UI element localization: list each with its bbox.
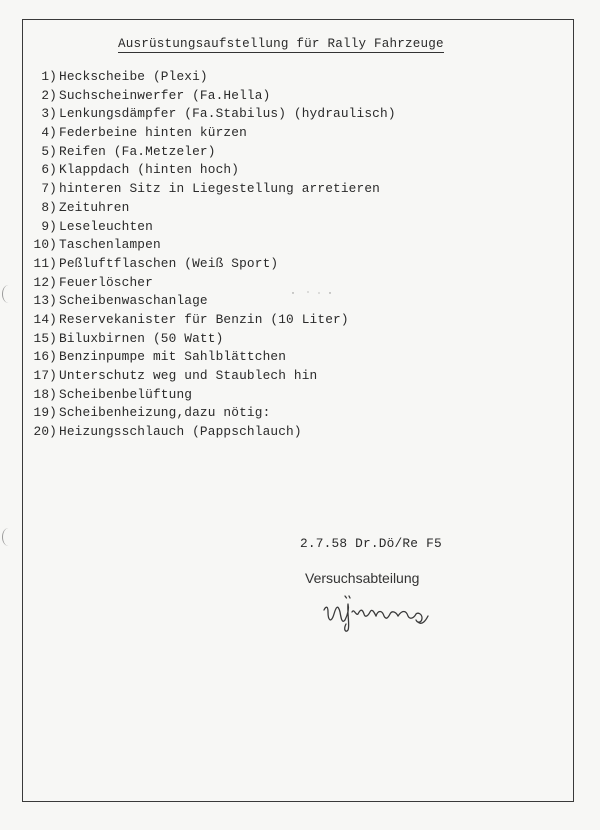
- list-item: [28, 143, 396, 162]
- item-text: Peßluftflaschen (Weiß Sport): [59, 255, 279, 271]
- document-title: Ausrüstungsaufstellung für Rally Fahrzeuge: [118, 37, 444, 51]
- list-item: [28, 255, 396, 274]
- item-number: 10): [33, 237, 57, 253]
- item-text: Reservekanister für Benzin (10 Liter): [59, 311, 349, 327]
- item-number: 18): [33, 386, 57, 402]
- department-stamp: Versuchsabteilung: [305, 570, 420, 586]
- list-item: [28, 124, 396, 143]
- item-text: Heckscheibe (Plexi): [59, 69, 208, 84]
- item-text: Klappdach (hinten hoch): [59, 162, 240, 178]
- equipment-list: [28, 68, 396, 442]
- item-number: 17): [33, 368, 57, 383]
- list-item: [28, 292, 396, 311]
- item-number: 12): [33, 274, 57, 290]
- list-item: [28, 386, 396, 405]
- item-number: 5): [41, 143, 57, 159]
- item-number: 11): [33, 255, 57, 271]
- list-item: [28, 180, 396, 199]
- list-item: [28, 423, 396, 442]
- list-item: [28, 105, 396, 124]
- punch-hole-mark: [2, 528, 15, 546]
- item-text: Federbeine hinten kürzen: [59, 125, 247, 141]
- item-text: Heizungsschlauch (Pappschlauch): [59, 424, 302, 440]
- list-item: [28, 367, 396, 386]
- item-text: Feuerlöscher: [59, 274, 153, 290]
- item-text: Scheibenwaschanlage: [59, 293, 208, 309]
- item-text: Unterschutz weg und Staublech hin: [59, 368, 318, 383]
- list-item: [28, 68, 396, 87]
- item-text: hinteren Sitz in Liegestellung arretieren: [59, 181, 381, 197]
- item-number: 16): [33, 349, 57, 365]
- item-number: 8): [41, 199, 57, 215]
- item-text: Scheibenheizung,dazu nötig:: [59, 405, 271, 421]
- item-text: Reifen (Fa.Metzeler): [59, 143, 216, 159]
- list-item: [28, 236, 396, 255]
- item-number: 20): [33, 424, 57, 440]
- list-item: [28, 274, 396, 293]
- item-number: 2): [41, 87, 57, 103]
- item-number: 3): [41, 106, 57, 122]
- item-number: 1): [41, 69, 57, 84]
- list-item: [28, 218, 396, 237]
- list-item: [28, 330, 396, 349]
- handwritten-signature: [318, 590, 436, 634]
- item-text: Leseleuchten: [59, 218, 153, 234]
- item-number: 4): [41, 125, 57, 141]
- item-number: 6): [41, 162, 57, 178]
- item-text: Biluxbirnen (50 Watt): [59, 330, 224, 346]
- list-item: [28, 161, 396, 180]
- reference-line: 2.7.58 Dr.Dö/Re F5: [300, 536, 442, 551]
- item-number: 14): [33, 311, 57, 327]
- item-number: 7): [41, 181, 57, 197]
- paper-specks: [290, 290, 340, 296]
- item-number: 13): [33, 293, 57, 309]
- item-text: Lenkungsdämpfer (Fa.Stabilus) (hydraulisch): [59, 106, 396, 122]
- list-item: [28, 199, 396, 218]
- item-text: Taschenlampen: [59, 237, 161, 253]
- item-text: Scheibenbelüftung: [59, 386, 193, 402]
- item-number: 15): [33, 330, 57, 346]
- item-text: Suchscheinwerfer (Fa.Hella): [59, 87, 271, 103]
- list-item: [28, 348, 396, 367]
- list-item: [28, 87, 396, 106]
- item-text: Zeituhren: [59, 199, 130, 215]
- item-number: 19): [33, 405, 57, 421]
- item-number: 9): [41, 218, 57, 234]
- punch-hole-mark: [2, 285, 15, 303]
- list-item: [28, 404, 396, 423]
- list-item: [28, 311, 396, 330]
- item-text: Benzinpumpe mit Sahlblättchen: [59, 349, 287, 365]
